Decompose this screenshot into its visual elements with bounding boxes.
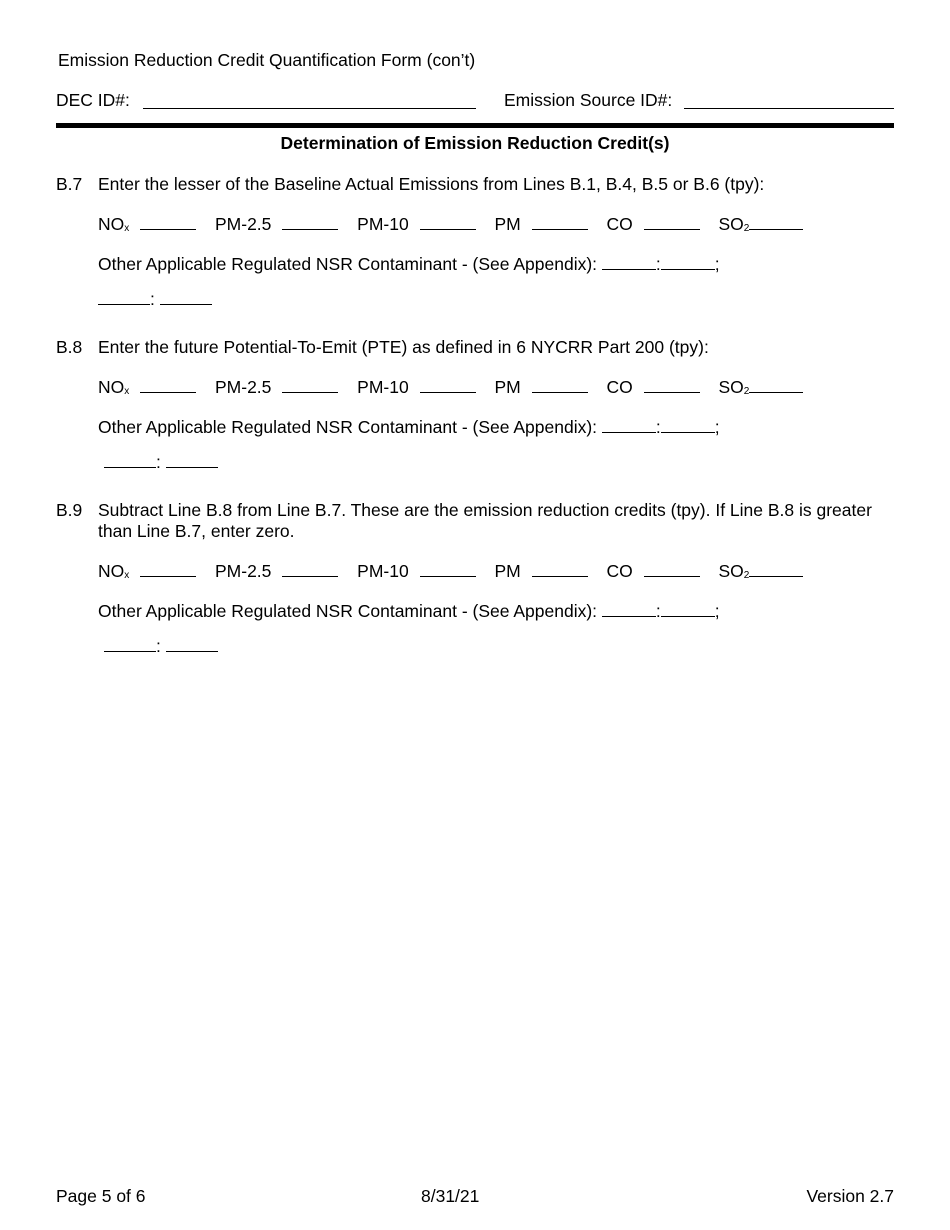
other-row2-b7: : — [98, 289, 212, 310]
b8-pm-field[interactable] — [532, 391, 588, 393]
b9-other-value-1-field[interactable] — [661, 615, 715, 617]
b9-other-name-1-field[interactable] — [602, 615, 656, 617]
b9-co-field[interactable] — [644, 575, 700, 577]
other-row-b9: Other Applicable Regulated NSR Contaminant - (See Appendix): : ; — [98, 601, 720, 621]
other-row-b7: Other Applicable Regulated NSR Contaminant - (See Appendix): : ; — [98, 254, 720, 274]
pollutant-row-b9 — [98, 561, 803, 582]
b9-so2-field[interactable] — [749, 575, 803, 577]
other-contaminant-label: Other Applicable Regulated NSR Contaminant - (See Appendix): — [98, 254, 598, 274]
co-label: CO — [606, 214, 633, 234]
pm-label: PM — [494, 561, 521, 581]
b7-other-name-2-field[interactable] — [98, 303, 150, 305]
b9-pm-field[interactable] — [532, 575, 588, 577]
pm25-label: PM-2.5 — [215, 214, 272, 234]
b9-other-name-2-field[interactable] — [104, 650, 156, 652]
pm25-label: PM-2.5 — [215, 377, 272, 397]
footer-page-number: Page 5 of 6 — [56, 1186, 146, 1206]
co-label: CO — [606, 377, 633, 397]
b9-nox-field[interactable] — [140, 575, 196, 577]
b8-pm25-field[interactable] — [282, 391, 338, 393]
pollutant-row-b7 — [98, 214, 803, 235]
footer-date: 8/31/21 — [421, 1186, 480, 1206]
b9-other-value-2-field[interactable] — [166, 650, 218, 652]
other-contaminant-label: Other Applicable Regulated NSR Contaminant - (See Appendix): — [98, 601, 598, 621]
b9-pm25-field[interactable] — [282, 575, 338, 577]
b7-nox-field[interactable] — [140, 228, 196, 230]
b7-pm-field[interactable] — [532, 228, 588, 230]
b8-so2-field[interactable] — [749, 391, 803, 393]
b8-co-field[interactable] — [644, 391, 700, 393]
footer-version: Version 2.7 — [806, 1186, 894, 1206]
item-text-b9: Subtract Line B.8 from Line B.7. These are the emission reduction credits (tpy). If Line B.8 is greater than Line B.7, enter zero. — [98, 500, 872, 541]
so2-label: $SO_2$ — [718, 561, 750, 581]
co-label: CO — [606, 561, 633, 581]
item-number-b9: B.9 — [56, 500, 83, 520]
b7-pm25-field[interactable] — [282, 228, 338, 230]
b7-so2-field[interactable] — [749, 228, 803, 230]
other-row-b8: Other Applicable Regulated NSR Contaminant - (See Appendix): : ; — [98, 417, 720, 437]
b8-pm10-field[interactable] — [420, 391, 476, 393]
dec-id-field[interactable] — [143, 108, 476, 109]
dec-id-label: DEC ID#: — [56, 90, 130, 110]
emission-source-id-label: Emission Source ID#: — [504, 90, 673, 110]
item-text-b7: Enter the lesser of the Baseline Actual Emissions from Lines B.1, B.4, B.5 or B.6 (tpy): — [98, 174, 765, 194]
pm10-label: PM-10 — [357, 561, 409, 581]
b8-nox-field[interactable] — [140, 391, 196, 393]
b8-other-name-1-field[interactable] — [602, 431, 656, 433]
pm25-label: PM-2.5 — [215, 561, 272, 581]
item-number-b8: B.8 — [56, 337, 83, 357]
pm10-label: PM-10 — [357, 377, 409, 397]
pollutant-row-b8 — [98, 377, 803, 398]
b7-pm10-field[interactable] — [420, 228, 476, 230]
form-title: Emission Reduction Credit Quantification Form (con’t) — [58, 50, 476, 70]
b7-other-value-2-field[interactable] — [160, 303, 212, 305]
so2-label: $SO_2$ — [718, 214, 750, 234]
b7-co-field[interactable] — [644, 228, 700, 230]
item-number-b7: B.7 — [56, 174, 83, 194]
pm10-label: PM-10 — [357, 214, 409, 234]
b7-other-name-1-field[interactable] — [602, 268, 656, 270]
b8-other-name-2-field[interactable] — [104, 466, 156, 468]
nox-label: $NO_x$ — [98, 214, 130, 234]
b7-other-value-1-field[interactable] — [661, 268, 715, 270]
other-row2-b9: : — [104, 636, 218, 657]
b8-other-value-1-field[interactable] — [661, 431, 715, 433]
pm-label: PM — [494, 214, 521, 234]
pm-label: PM — [494, 377, 521, 397]
b9-pm10-field[interactable] — [420, 575, 476, 577]
nox-label: $NO_x$ — [98, 561, 130, 581]
other-row2-b8: : — [104, 452, 218, 473]
so2-label: $SO_2$ — [718, 377, 750, 397]
item-text-b8: Enter the future Potential-To-Emit (PTE) as defined in 6 NYCRR Part 200 (tpy): — [98, 337, 709, 357]
other-contaminant-label: Other Applicable Regulated NSR Contaminant - (See Appendix): — [98, 417, 598, 437]
header-divider — [56, 123, 894, 128]
nox-label: $NO_x$ — [98, 377, 130, 397]
emission-source-id-field[interactable] — [684, 108, 894, 109]
section-title: Determination of Emission Reduction Credit(s) — [280, 133, 670, 153]
b8-other-value-2-field[interactable] — [166, 466, 218, 468]
